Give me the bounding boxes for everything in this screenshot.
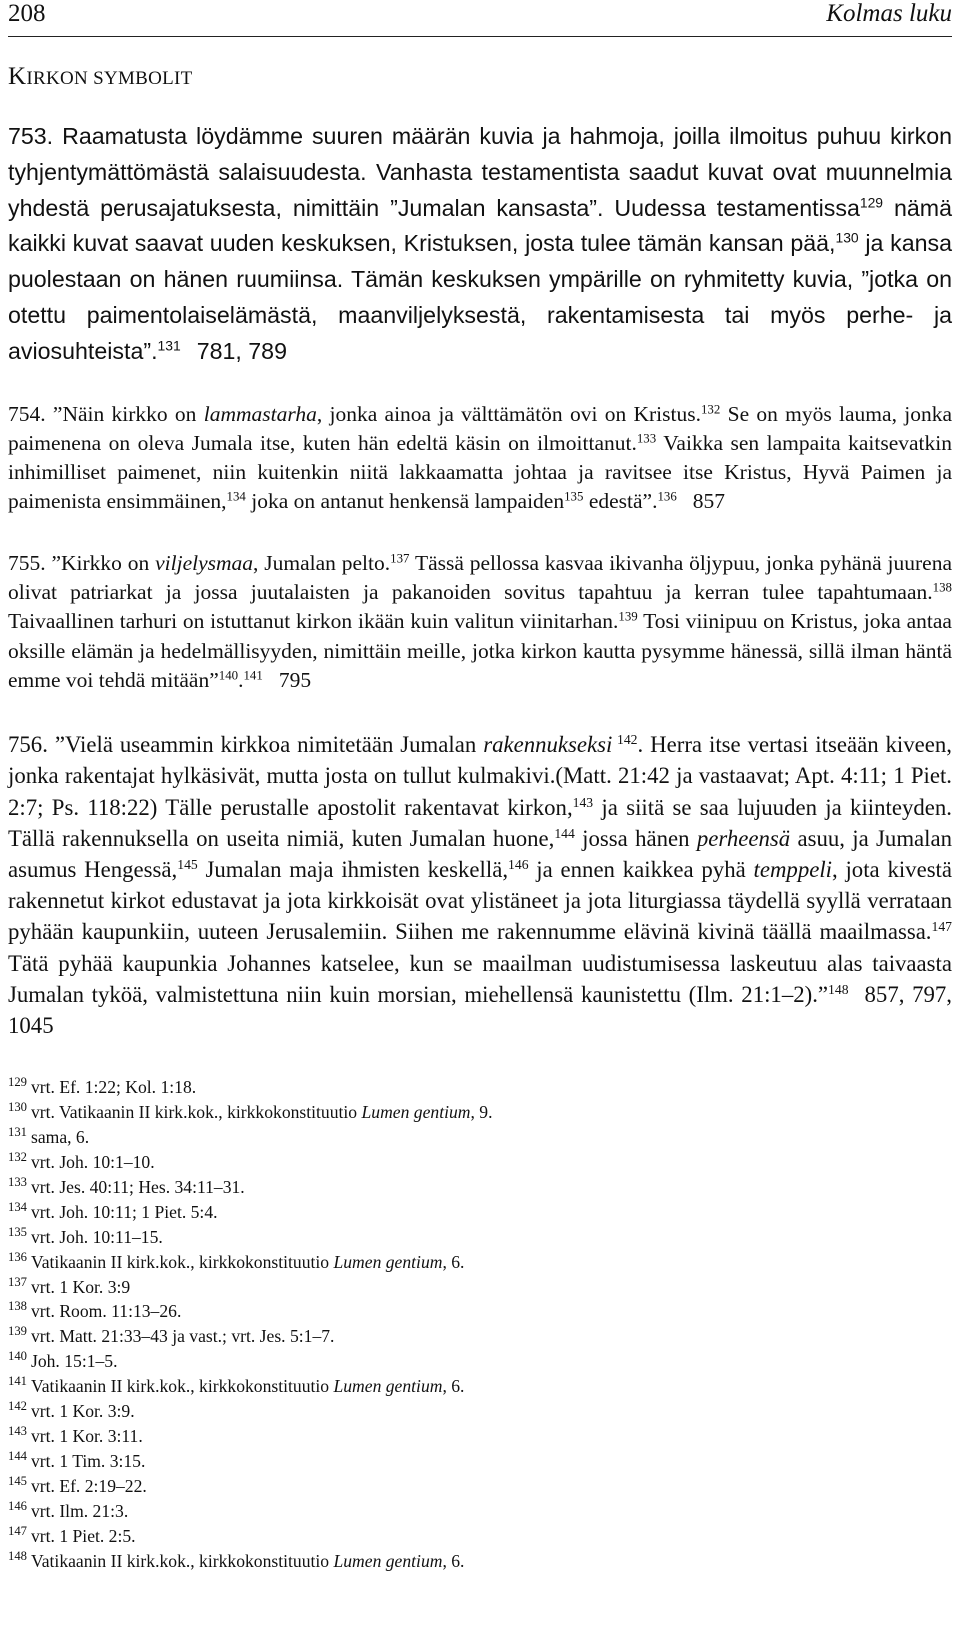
footnote-text: vrt. Jes. 40:11; Hes. 34:11–31. bbox=[30, 1176, 245, 1197]
footnote-ref-146[interactable]: 146 bbox=[508, 856, 529, 872]
footnote-number: 147 bbox=[8, 1523, 27, 1538]
footnote-text: vrt. Matt. 21:33–43 ja vast.; vrt. Jes. 5:1–7. bbox=[30, 1326, 335, 1347]
footnotes bbox=[8, 1075, 952, 1573]
footnote-text: vrt. Joh. 10:11; 1 Piet. 5:4. bbox=[30, 1201, 218, 1222]
text-run: Taivaallinen tarhuri on istuttanut kirkon ikään kuin valitun viinitarhan. bbox=[8, 609, 619, 634]
cross-reference[interactable]: 857, 797, 1045 bbox=[8, 981, 952, 1039]
footnote-number: 134 bbox=[8, 1199, 27, 1214]
footnote-number: 139 bbox=[8, 1324, 27, 1339]
footnote-ref-134[interactable]: 134 bbox=[226, 489, 246, 504]
footnote-text: vrt. Ef. 2:19–22. bbox=[30, 1475, 147, 1496]
footnote-number: 129 bbox=[8, 1075, 27, 1090]
text-run: 756. ”Vielä useammin kirkkoa nimitetään Jumalan bbox=[8, 732, 484, 758]
footnote-ref-139[interactable]: 139 bbox=[618, 609, 638, 624]
footnote-text: Vatikaanin II kirk.kok., kirkkokonstituutio bbox=[30, 1251, 334, 1272]
footnote-text: vrt. Joh. 10:1–10. bbox=[30, 1152, 155, 1172]
text-run: Jumalan maja ihmisten keskellä, bbox=[197, 857, 509, 883]
footnote-text: Joh. 15:1–5. bbox=[30, 1351, 118, 1372]
footnote-ref-140[interactable]: 140 bbox=[218, 668, 239, 683]
footnote-ref-143[interactable]: 143 bbox=[572, 794, 594, 810]
footnote-ref-130[interactable]: 130 bbox=[835, 230, 859, 247]
footnote-text: Vatikaanin II kirk.kok., kirkkokonstituutio bbox=[30, 1376, 334, 1397]
footnote-text-end: , 9. bbox=[470, 1102, 493, 1123]
italic-term: perheensä bbox=[696, 825, 791, 851]
footnote-number: 136 bbox=[8, 1249, 27, 1264]
italic-term: rakennukseksi bbox=[483, 732, 613, 758]
running-header bbox=[8, 0, 952, 37]
section-title bbox=[8, 63, 952, 93]
text-run: ja kansa puolestaan on hänen ruumiinsa. Tämän keskuksen ympärille on ryhmitetty kuvia, ”jotka on otettu paimentolaiselämästä, maanviljelyksestä, rakentamisesta tai myös perhe- ja aviosuhteista”. bbox=[8, 230, 952, 364]
footnote bbox=[8, 1250, 952, 1275]
footnote-ref-137[interactable]: 137 bbox=[390, 551, 410, 566]
page-number: 208 bbox=[8, 0, 46, 27]
footnote bbox=[8, 1549, 952, 1574]
footnote-ref-132[interactable]: 132 bbox=[700, 401, 721, 416]
footnote-italic: Lumen gentium bbox=[333, 1550, 443, 1571]
footnote-ref-141[interactable]: 141 bbox=[243, 668, 263, 683]
document-page bbox=[8, 0, 952, 1573]
footnote-number: 145 bbox=[8, 1473, 27, 1488]
text-run: Tosi viinipuu on Kristus, joka antaa oksille elämän ja hedelmällisyyden, nimittäin meille, jotka kirkon kautta pysymme hänessä, sillä ilman häntä emme voi tehdä mitään” bbox=[8, 609, 952, 692]
footnote bbox=[8, 1125, 952, 1150]
footnote-text: vrt. Ef. 1:22; Kol. 1:18. bbox=[30, 1077, 197, 1098]
footnote-number: 132 bbox=[8, 1150, 27, 1165]
footnote-italic: Lumen gentium bbox=[361, 1102, 471, 1123]
footnote-number: 146 bbox=[8, 1498, 27, 1513]
footnote-italic: Lumen gentium bbox=[333, 1251, 443, 1272]
text-run: . bbox=[238, 667, 244, 692]
footnote-ref-144[interactable]: 144 bbox=[554, 825, 575, 841]
footnote-number: 133 bbox=[8, 1174, 27, 1189]
text-run: 753. Raamatusta löydämme suuren määrän kuvia ja hahmoja, joilla ilmoitus puhuu kirkon tyhjentymättömästä salaisuudesta. Vanhasta testamentista saadut kuvat ovat muunnelmia yhdestä perusajatuksesta, nimittäin ”Jumalan kansasta”. Uudessa testamentissa bbox=[8, 123, 952, 221]
text-run: , jonka ainoa ja välttämätön ovi on Kristus. bbox=[316, 401, 701, 426]
footnote-text: vrt. 1 Piet. 2:5. bbox=[30, 1525, 136, 1546]
footnote-ref-142[interactable]: 142 bbox=[612, 732, 638, 748]
footnote-text: vrt. 1 Kor. 3:11. bbox=[30, 1425, 143, 1446]
footnote bbox=[8, 1499, 952, 1524]
footnote-text: vrt. Joh. 10:11–15. bbox=[30, 1226, 163, 1247]
text-run: nämä kaikki kuvat saavat uuden keskuksen, Kristuksen, josta tulee tämän kansan pää, bbox=[8, 194, 952, 257]
text-run: joka on antanut henkensä lampaiden bbox=[245, 489, 565, 514]
text-run: ja siitä se saa lujuuden ja kiinteyden. Tällä rakennuksella on useita nimiä, kuten Jumalan huone, bbox=[8, 794, 952, 851]
text-run: 754. ”Näin kirkko on bbox=[8, 401, 204, 426]
text-run: ja ennen kaikkea pyhä bbox=[528, 857, 754, 883]
footnote-text-end: , 6. bbox=[442, 1550, 465, 1571]
paragraph-756 bbox=[8, 729, 952, 1041]
footnote bbox=[8, 1200, 952, 1225]
footnote-italic: Lumen gentium bbox=[333, 1376, 443, 1397]
footnote-text-end: , 6. bbox=[442, 1376, 465, 1397]
footnote-ref-135[interactable]: 135 bbox=[564, 489, 584, 504]
footnote-ref-131[interactable]: 131 bbox=[157, 337, 181, 354]
footnote-number: 135 bbox=[8, 1224, 27, 1239]
footnote bbox=[8, 1374, 952, 1399]
italic-term: temppeli bbox=[753, 857, 832, 883]
footnote-ref-129[interactable]: 129 bbox=[859, 194, 884, 211]
text-run: , jota kivestä rakennetut kirkot edustavat ja jota kirkkoisät ovat ylistäneet ja jota liturgiassa täydellä syyllä verrataan pyhään kaupunkiin, uuteen Jerusalemiin. Siihen me rakennumme elävinä kivinä täällä maailmassa. bbox=[8, 857, 953, 945]
footnote bbox=[8, 1324, 952, 1349]
footnote-number: 142 bbox=[8, 1399, 27, 1414]
footnote-number: 130 bbox=[8, 1100, 27, 1115]
footnote-text: vrt. 1 Kor. 3:9 bbox=[30, 1276, 131, 1297]
footnote-text: Vatikaanin II kirk.kok., kirkkokonstituutio bbox=[30, 1550, 334, 1571]
footnote-text: vrt. 1 Kor. 3:9. bbox=[30, 1401, 135, 1422]
footnote-ref-148[interactable]: 148 bbox=[828, 981, 849, 997]
footnote bbox=[8, 1424, 952, 1449]
paragraph-754 bbox=[8, 400, 952, 517]
footnote bbox=[8, 1100, 952, 1125]
text-run: Se on myös lauma, jonka paimenena on oleva Jumala itse, kuten hän edeltä käsin on ilmoittanut. bbox=[8, 401, 952, 455]
footnote-ref-136[interactable]: 136 bbox=[657, 489, 677, 504]
footnote-text: vrt. Ilm. 21:3. bbox=[30, 1500, 129, 1521]
footnote bbox=[8, 1349, 952, 1374]
cross-reference[interactable]: 795 bbox=[278, 667, 312, 692]
text-run: , Jumalan pelto. bbox=[253, 550, 391, 575]
italic-term: viljelysmaa bbox=[155, 550, 254, 575]
section-title-initial: K bbox=[8, 63, 27, 90]
cross-reference[interactable]: 781, 789 bbox=[196, 337, 287, 364]
section-title-rest: IRKON SYMBOLIT bbox=[26, 68, 193, 89]
footnote-text: vrt. 1 Tim. 3:15. bbox=[30, 1450, 146, 1471]
text-run: Tätä pyhää kaupunkia Johannes katselee, kun se maailman uudistumisessa laskeutuu alas taivaasta Jumalan tyköä, valmistettuna niin kuin morsian, miehellensä kaunistettu (Ilm. 21:1–2).” bbox=[8, 950, 952, 1007]
text-run: Vaikka sen lampaita kaitsevatkin inhimilliset paimenet, niin kuitenkin niitä lakkaamatta johtaa ja ravitsee itse Kristus, Hyvä Paimen ja paimenista ensimmäinen, bbox=[8, 430, 952, 514]
text-run: asuu, ja Jumalan asumus Hengessä, bbox=[8, 825, 953, 883]
footnote bbox=[8, 1175, 952, 1200]
text-run: . Herra itse vertasi itseään kiveen, jonka rakentajat hylkäsivät, mutta josta on tullut kulmakivi.(Matt. 21:42 ja vastaavat; Apt. 4:11; 1 Piet. 2:7; Ps. 118:22) Tälle perustalle apostolit rakentavat kirkon, bbox=[8, 732, 952, 820]
footnote-text: vrt. Vatikaanin II kirk.kok., kirkkokonstituutio bbox=[30, 1102, 362, 1123]
text-run: edestä”. bbox=[583, 489, 658, 514]
footnote-text: sama, 6. bbox=[30, 1127, 90, 1148]
footnote bbox=[8, 1299, 952, 1324]
footnote-number: 137 bbox=[8, 1274, 27, 1289]
footnote-ref-133[interactable]: 133 bbox=[636, 431, 657, 446]
footnote-number: 140 bbox=[8, 1349, 27, 1364]
footnote-number: 131 bbox=[8, 1125, 27, 1140]
footnote bbox=[8, 1150, 952, 1175]
footnote-ref-138[interactable]: 138 bbox=[932, 580, 952, 595]
chapter-title: Kolmas luku bbox=[826, 0, 952, 27]
footnote-text: vrt. Room. 11:13–26. bbox=[30, 1301, 182, 1322]
footnote-ref-145[interactable]: 145 bbox=[177, 856, 198, 872]
paragraph-753 bbox=[8, 119, 952, 370]
text-run: 755. ”Kirkko on bbox=[8, 550, 156, 575]
footnote-number: 148 bbox=[8, 1548, 27, 1563]
footnote-number: 143 bbox=[8, 1424, 27, 1438]
footnote-number: 138 bbox=[8, 1299, 27, 1314]
text-run: jossa hänen bbox=[574, 825, 697, 851]
paragraph-755 bbox=[8, 549, 952, 695]
text-run: Tässä pellossa kasvaa ikivanha öljypuu, jonka pyhänä juurena olivat patriarkat ja jossa juutalaisten ja pakanoiden sovitus tapahtuu ja kerran tulee tapahtumaan. bbox=[8, 550, 953, 605]
cross-reference[interactable]: 857 bbox=[692, 489, 726, 514]
footnote bbox=[8, 1474, 952, 1499]
footnote-number: 141 bbox=[8, 1374, 27, 1389]
footnote-text-end: , 6. bbox=[442, 1251, 465, 1272]
footnote-ref-147[interactable]: 147 bbox=[931, 919, 952, 935]
footnote bbox=[8, 1225, 952, 1250]
footnote-number: 144 bbox=[8, 1448, 27, 1463]
footnote bbox=[8, 1275, 952, 1300]
italic-term: lammastarha bbox=[203, 401, 317, 426]
footnote bbox=[8, 1449, 952, 1474]
footnote bbox=[8, 1399, 952, 1424]
footnote bbox=[8, 1075, 952, 1100]
footnote bbox=[8, 1524, 952, 1549]
